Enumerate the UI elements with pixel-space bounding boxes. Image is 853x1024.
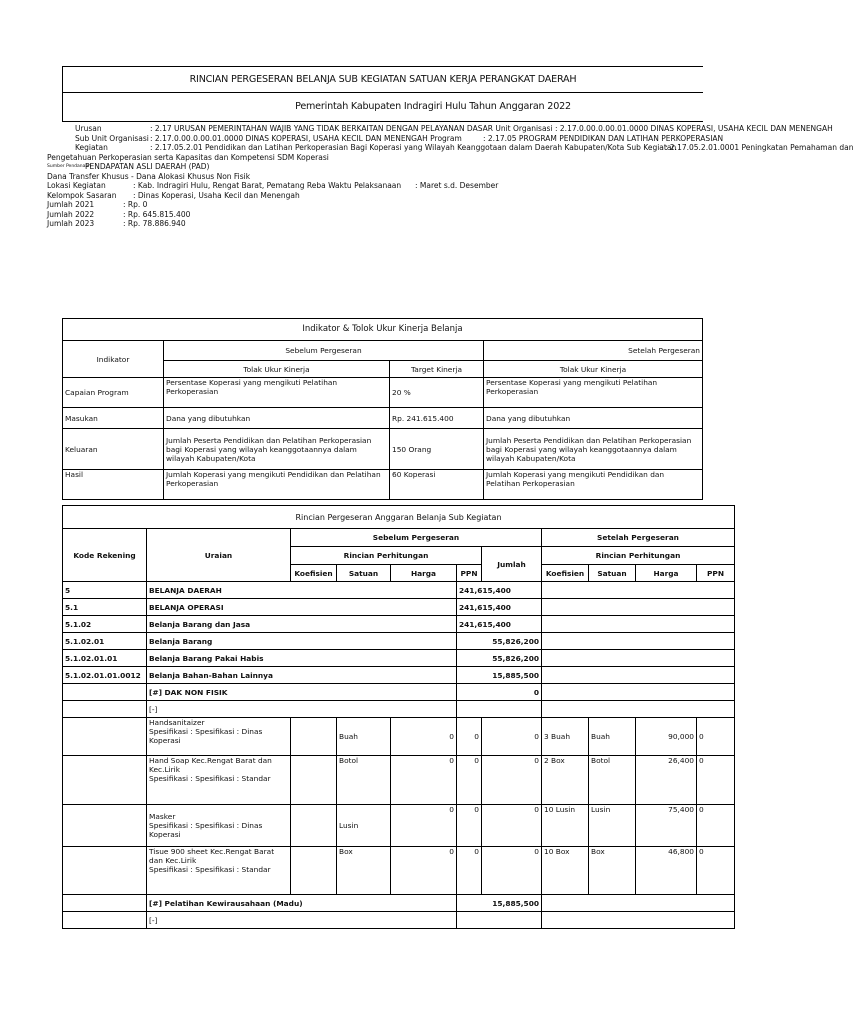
kegiatan-value: : 2.17.05.2.01 Pendidikan dan Latihan Perkoperasian Bagi Koperasi yang Wilayah Keanggotaan dalam Daerah Kabupaten/Kota Sub Kegiatan bbox=[150, 143, 677, 152]
table-row: Keluaran Jumlah Peserta Pendidikan dan Pelatihan Perkoperasian bagi Koperasi yang wilayah keanggotaannya dalam wilayah Kabupaten/Kota 150 Orang Jumlah Peserta Pendidikan dan Pelatihan Perkoperasian bagi Koperasi yang wilayah keanggotaannya dalam wilayah Kabupaten/Kota bbox=[63, 429, 703, 470]
indikator-caption: Indikator & Tolok Ukur Kinerja Belanja bbox=[63, 319, 703, 341]
sub-unit-label: Sub Unit Organisasi bbox=[75, 133, 149, 143]
jumlah-2022-label: Jumlah 2022 bbox=[47, 209, 95, 219]
lokasi-label: Lokasi Kegiatan bbox=[47, 181, 106, 190]
anggaran-caption: Rincian Pergeseran Anggaran Belanja Sub Kegiatan bbox=[63, 506, 735, 529]
waktu-value: : Maret s.d. Desember bbox=[415, 181, 499, 190]
table-row: 5.1.02.01.01.0012 Belanja Bahan-Bahan Lainnya 15,885,500 bbox=[63, 667, 735, 684]
program-value: : 2.17.05 PROGRAM PENDIDIKAN DAN LATIHAN PERKOPERASIAN bbox=[483, 133, 724, 143]
table-row: Hasil Jumlah Koperasi yang mengikuti Pendidikan dan Pelatihan Perkoperasian 60 Koperasi Jumlah Koperasi yang mengikuti Pendidikan dan Pelatihan Perkoperasian bbox=[63, 470, 703, 500]
table-row: 5.1.02.01 Belanja Barang 55,826,200 bbox=[63, 633, 735, 650]
uraian-header: Uraian bbox=[147, 529, 291, 582]
target-header: Target Kinerja bbox=[390, 361, 484, 378]
kegiatan-continuation: Pengetahuan Perkoperasian serta Kapasitas dan Kompetensi SDM Koperasi bbox=[47, 152, 329, 162]
table-row: [#] Pelatihan Kewirausahaan (Madu) 15,885,500 bbox=[63, 895, 735, 912]
unit-organisasi-value: : 2.17.0.00.0.00.01.0000 DINAS KOPERASI, USAHA KECIL DAN MENENGAH bbox=[555, 124, 833, 133]
sub-kegiatan-value: : 2.17.05.2.01.0001 Peningkatan Pemahaman dan bbox=[665, 143, 853, 152]
table-row: Handsanitaizer Spesifikasi : Spesifikasi : Dinas Koperasi Buah 0 0 0 3 Buah Buah 90,000 0 bbox=[63, 718, 735, 756]
setelah-header: Setelah Pergeseran bbox=[542, 529, 735, 547]
lokasi-value: : Kab. Indragiri Hulu, Rengat Barat, Pematang Reba Waktu Pelaksanaan bbox=[133, 181, 402, 190]
urusan-label: Urusan bbox=[75, 124, 102, 133]
table-row: 5.1 BELANJA OPERASI 241,615,400 bbox=[63, 599, 735, 616]
indikator-table bbox=[62, 318, 703, 500]
jumlah-2021-label: Jumlah 2021 bbox=[47, 200, 95, 209]
rincian-setelah-header: Rincian Perhitungan bbox=[542, 547, 735, 565]
dana-transfer: Dana Transfer Khusus - Dana Alokasi Khusus Non Fisik bbox=[47, 171, 251, 181]
kegiatan-label: Kegiatan bbox=[75, 143, 108, 152]
jumlah-2022-value: : Rp. 645.815.400 bbox=[123, 209, 191, 219]
table-row: Hand Soap Kec.Rengat Barat dan Kec.Lirik Spesifikasi : Spesifikasi : Standar Botol 0 0 0 2 Box Botol 26,400 0 bbox=[63, 756, 735, 805]
table-row: 5 BELANJA DAERAH 241,615,400 bbox=[63, 582, 735, 599]
table-row: Masker Spesifikasi : Spesifikasi : Dinas Koperasi Lusin 0 0 0 10 Lusin Lusin 75,400 0 bbox=[63, 805, 735, 847]
anggaran-table: Rincian Pergeseran Anggaran Belanja Sub Kegiatan Kode Rekening Uraian Sebelum Pergeseran Setelah Pergeseran Rincian Perhitungan Jumlah Rincian Perhitungan Koefisien Satuan Harga PPN Koefisien Satuan Harga PPN 5 BELANJA DAERAH 241,615,400 5.1 BELANJA OPERASI 241,615,400 5.1.02 Belanja Barang dan Jasa 241,615,400 5.1.02.01 Belanja Barang 55,826,200 5.1.02.01.01 Belanja Barang Pakai Habis 55,826,200 5.1.02.01.01.0012 Belanja Bahan-Bahan Lainnya 15,885,500 [#] DAK NON FISIK 0 [-] Handsanitaizer Spesifikasi : Spesifikasi : Dinas Koperasi Buah 0 0 0 3 Buah Buah 90,000 0 Hand Soap Kec.Rengat Barat dan Kec.Lirik Spesifikasi : Spesifikasi : Standar Botol 0 0 0 2 Box Botol 26,400 0 Masker Spesifikasi : Spesifikasi : Dinas Koperasi Lusin 0 0 0 10 Lusin Lusin 75,400 0 Tisue 900 sheet Kec.Rengat Barat dan Kec.Lirik Spesifikasi : Spesifikasi : Standar Box 0 0 0 10 Box Box 46,800 0 [#] Pelatihan Kewirausahaan (Madu) 15,885,500 [-] bbox=[62, 505, 735, 929]
sebelum-header: Sebelum Pergeseran bbox=[164, 341, 484, 361]
table-row: [#] DAK NON FISIK 0 bbox=[63, 684, 735, 701]
indikator-header: Indikator bbox=[63, 341, 164, 378]
table-row: 5.1.02.01.01 Belanja Barang Pakai Habis 55,826,200 bbox=[63, 650, 735, 667]
urusan-value: : 2.17 URUSAN PEMERINTAHAN WAJIB YANG TIDAK BERKAITAN DENGAN PELAYANAN DASAR Unit Organisasi bbox=[150, 124, 553, 133]
tolak-ukur-setelah-header: Tolak Ukur Kinerja bbox=[484, 361, 703, 378]
title-box bbox=[62, 66, 703, 122]
tolak-ukur-header: Tolak Ukur Kinerja bbox=[164, 361, 390, 378]
table-row: Capaian Program Persentase Koperasi yang mengikuti Pelatihan Perkoperasian 20 % Persentase Koperasi yang mengikuti Pelatihan Perkoperasian bbox=[63, 378, 703, 408]
jumlah-2021-value: : Rp. 0 bbox=[123, 200, 148, 209]
kode-rekening-header: Kode Rekening bbox=[63, 529, 147, 582]
sumber-pendanaan-label: Sumber Pendanaan bbox=[47, 164, 92, 169]
setelah-header: Setelah Pergeseran bbox=[484, 341, 703, 361]
table-row: [-] bbox=[63, 701, 735, 718]
kelompok-value: : Dinas Koperasi, Usaha Kecil dan Menengah bbox=[133, 190, 300, 200]
kelompok-label: Kelompok Sasaran bbox=[47, 190, 117, 200]
table-row: [-] bbox=[63, 912, 735, 929]
sumber-pendanaan-value: PENDAPATAN ASLI DAERAH (PAD) bbox=[85, 162, 210, 171]
table-row: 5.1.02 Belanja Barang dan Jasa 241,615,400 bbox=[63, 616, 735, 633]
jumlah-2023-value: : Rp. 78.886.940 bbox=[123, 219, 186, 228]
jumlah-2023-label: Jumlah 2023 bbox=[47, 219, 95, 228]
document-title: RINCIAN PERGESERAN BELANJA SUB KEGIATAN SATUAN KERJA PERANGKAT DAERAH bbox=[63, 67, 703, 93]
rincian-sebelum-header: Rincian Perhitungan bbox=[291, 547, 482, 565]
table-row: Tisue 900 sheet Kec.Rengat Barat dan Kec.Lirik Spesifikasi : Spesifikasi : Standar Box 0 0 0 10 Box Box 46,800 0 bbox=[63, 847, 735, 895]
sebelum-header: Sebelum Pergeseran bbox=[291, 529, 542, 547]
sub-unit-value: : 2.17.0.00.0.00.01.0000 DINAS KOPERASI, USAHA KECIL DAN MENENGAH Program bbox=[150, 133, 462, 143]
table-row: Masukan Dana yang dibutuhkan Rp. 241.615.400 Dana yang dibutuhkan bbox=[63, 408, 703, 429]
document-subtitle: Pemerintah Kabupaten Indragiri Hulu Tahun Anggaran 2022 bbox=[295, 101, 571, 112]
jumlah-header: Jumlah bbox=[482, 547, 542, 582]
